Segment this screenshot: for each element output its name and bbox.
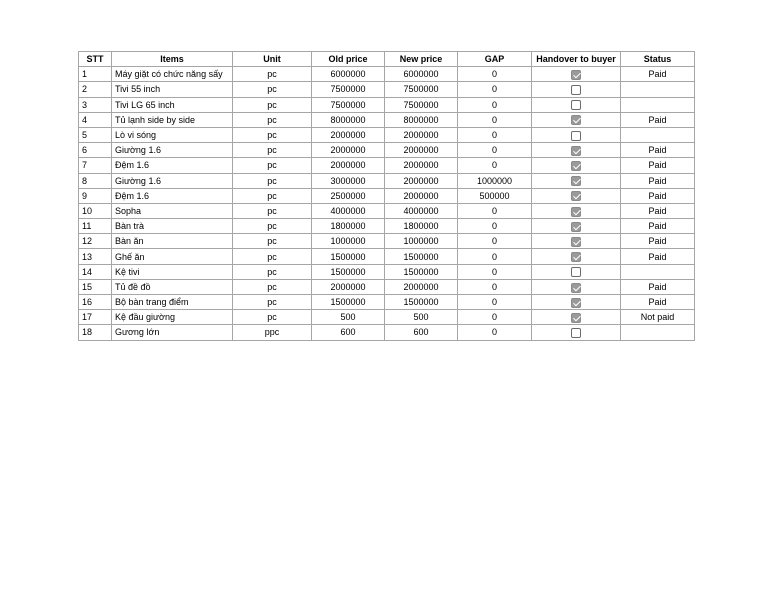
cell-item: Kệ tivi [112,264,233,279]
cell-old-price: 2000000 [312,279,385,294]
cell-handover [532,127,621,142]
cell-item: Bàn ăn [112,234,233,249]
cell-status [621,82,695,97]
cell-unit: pc [233,173,312,188]
cell-gap: 0 [458,67,532,82]
cell-old-price: 600 [312,325,385,340]
cell-status: Paid [621,67,695,82]
header-old-price: Old price [312,52,385,67]
cell-status [621,264,695,279]
cell-handover [532,112,621,127]
cell-gap: 500000 [458,188,532,203]
cell-old-price: 2000000 [312,158,385,173]
checkbox-checked[interactable] [571,283,581,293]
cell-unit: pc [233,143,312,158]
cell-gap: 0 [458,295,532,310]
cell-handover [532,264,621,279]
cell-handover [532,67,621,82]
table-row [79,112,695,127]
table-row [79,127,695,142]
table-row [79,249,695,264]
checkbox-checked[interactable] [571,298,581,308]
cell-new-price: 8000000 [385,112,458,127]
cell-unit: pc [233,249,312,264]
cell-stt: 17 [79,310,112,325]
cell-gap: 0 [458,158,532,173]
cell-stt: 4 [79,112,112,127]
cell-unit: pc [233,203,312,218]
cell-stt: 12 [79,234,112,249]
cell-stt: 14 [79,264,112,279]
cell-handover [532,310,621,325]
cell-item: Tivi 55 inch [112,82,233,97]
table-row [79,158,695,173]
cell-unit: pc [233,310,312,325]
table-row [79,173,695,188]
cell-handover [532,234,621,249]
cell-handover [532,249,621,264]
cell-stt: 8 [79,173,112,188]
price-table [78,51,695,341]
checkbox-checked[interactable] [571,252,581,262]
cell-unit: pc [233,188,312,203]
cell-stt: 5 [79,127,112,142]
cell-old-price: 500 [312,310,385,325]
cell-new-price: 1000000 [385,234,458,249]
cell-unit: pc [233,234,312,249]
cell-stt: 9 [79,188,112,203]
cell-old-price: 7500000 [312,82,385,97]
cell-stt: 10 [79,203,112,218]
cell-handover [532,188,621,203]
checkbox-checked[interactable] [571,176,581,186]
cell-old-price: 4000000 [312,203,385,218]
cell-gap: 0 [458,203,532,218]
cell-item: Tủ đề đồ [112,279,233,294]
cell-new-price: 7500000 [385,82,458,97]
cell-stt: 18 [79,325,112,340]
cell-handover [532,82,621,97]
cell-new-price: 2000000 [385,158,458,173]
cell-old-price: 1500000 [312,249,385,264]
cell-status: Paid [621,234,695,249]
cell-handover [532,143,621,158]
table-row [79,295,695,310]
cell-gap: 0 [458,325,532,340]
cell-old-price: 7500000 [312,97,385,112]
cell-gap: 0 [458,112,532,127]
cell-unit: pc [233,67,312,82]
cell-item: Tủ lạnh side by side [112,112,233,127]
header-handover: Handover to buyer [532,52,621,67]
cell-item: Gương lớn [112,325,233,340]
table-row [79,67,695,82]
cell-old-price: 2500000 [312,188,385,203]
checkbox-checked[interactable] [571,222,581,232]
cell-gap: 0 [458,234,532,249]
cell-handover [532,295,621,310]
cell-status [621,97,695,112]
cell-new-price: 1500000 [385,264,458,279]
cell-old-price: 2000000 [312,143,385,158]
cell-stt: 1 [79,67,112,82]
table-row [79,310,695,325]
cell-unit: pc [233,279,312,294]
table-row [79,188,695,203]
cell-old-price: 8000000 [312,112,385,127]
cell-stt: 6 [79,143,112,158]
cell-new-price: 600 [385,325,458,340]
cell-item: Đệm 1.6 [112,158,233,173]
cell-old-price: 1800000 [312,219,385,234]
header-stt: STT [79,52,112,67]
cell-status: Paid [621,279,695,294]
checkbox-unchecked[interactable] [571,85,581,95]
cell-gap: 0 [458,82,532,97]
checkbox-checked[interactable] [571,146,581,156]
cell-gap: 0 [458,310,532,325]
cell-item: Đệm 1.6 [112,188,233,203]
cell-status: Not paid [621,310,695,325]
table-row [79,97,695,112]
cell-new-price: 500 [385,310,458,325]
checkbox-checked[interactable] [571,161,581,171]
checkbox-checked[interactable] [571,115,581,125]
cell-status: Paid [621,158,695,173]
table-row [79,143,695,158]
cell-item: Sopha [112,203,233,218]
cell-new-price: 1500000 [385,249,458,264]
cell-new-price: 6000000 [385,67,458,82]
cell-unit: ppc [233,325,312,340]
cell-status: Paid [621,188,695,203]
cell-gap: 1000000 [458,173,532,188]
table-row [79,325,695,340]
cell-stt: 3 [79,97,112,112]
checkbox-checked[interactable] [571,237,581,247]
header-new-price: New price [385,52,458,67]
cell-item: Lò vi sóng [112,127,233,142]
cell-handover [532,203,621,218]
cell-new-price: 7500000 [385,97,458,112]
cell-handover [532,279,621,294]
table-row [79,279,695,294]
cell-item: Giường 1.6 [112,143,233,158]
cell-status: Paid [621,112,695,127]
cell-status: Paid [621,203,695,218]
cell-item: Kệ đầu giường [112,310,233,325]
cell-new-price: 2000000 [385,279,458,294]
cell-stt: 13 [79,249,112,264]
cell-stt: 7 [79,158,112,173]
table-row [79,264,695,279]
header-gap: GAP [458,52,532,67]
cell-unit: pc [233,219,312,234]
cell-unit: pc [233,295,312,310]
cell-handover [532,173,621,188]
table-row [79,82,695,97]
cell-old-price: 6000000 [312,67,385,82]
checkbox-checked[interactable] [571,70,581,80]
cell-item: Bàn trà [112,219,233,234]
cell-gap: 0 [458,219,532,234]
cell-unit: pc [233,127,312,142]
cell-gap: 0 [458,143,532,158]
header-row [79,52,695,67]
cell-gap: 0 [458,97,532,112]
cell-status [621,325,695,340]
checkbox-unchecked[interactable] [571,328,581,338]
header-items: Items [112,52,233,67]
cell-status: Paid [621,219,695,234]
checkbox-unchecked[interactable] [571,267,581,277]
cell-new-price: 2000000 [385,173,458,188]
checkbox-checked[interactable] [571,313,581,323]
cell-old-price: 1000000 [312,234,385,249]
cell-item: Bộ bàn trang điểm [112,295,233,310]
table-row [79,219,695,234]
cell-new-price: 2000000 [385,143,458,158]
checkbox-unchecked[interactable] [571,100,581,110]
cell-gap: 0 [458,264,532,279]
cell-item: Tivi LG 65 inch [112,97,233,112]
cell-unit: pc [233,264,312,279]
cell-new-price: 1500000 [385,295,458,310]
cell-stt: 11 [79,219,112,234]
cell-stt: 16 [79,295,112,310]
table-row [79,203,695,218]
cell-unit: pc [233,97,312,112]
cell-new-price: 4000000 [385,203,458,218]
cell-status: Paid [621,249,695,264]
header-status: Status [621,52,695,67]
cell-item: Máy giặt có chức năng sấy [112,67,233,82]
cell-gap: 0 [458,249,532,264]
cell-unit: pc [233,158,312,173]
cell-status [621,127,695,142]
cell-item: Giường 1.6 [112,173,233,188]
cell-old-price: 1500000 [312,295,385,310]
cell-old-price: 2000000 [312,127,385,142]
cell-stt: 15 [79,279,112,294]
checkbox-unchecked[interactable] [571,131,581,141]
cell-status: Paid [621,173,695,188]
cell-status: Paid [621,295,695,310]
cell-old-price: 1500000 [312,264,385,279]
cell-unit: pc [233,112,312,127]
cell-old-price: 3000000 [312,173,385,188]
cell-gap: 0 [458,127,532,142]
cell-new-price: 2000000 [385,188,458,203]
checkbox-checked[interactable] [571,191,581,201]
cell-stt: 2 [79,82,112,97]
cell-handover [532,158,621,173]
cell-handover [532,97,621,112]
checkbox-checked[interactable] [571,207,581,217]
cell-item: Ghế ăn [112,249,233,264]
cell-handover [532,325,621,340]
table-row [79,234,695,249]
cell-new-price: 1800000 [385,219,458,234]
cell-handover [532,219,621,234]
cell-status: Paid [621,143,695,158]
cell-unit: pc [233,82,312,97]
cell-gap: 0 [458,279,532,294]
header-unit: Unit [233,52,312,67]
cell-new-price: 2000000 [385,127,458,142]
